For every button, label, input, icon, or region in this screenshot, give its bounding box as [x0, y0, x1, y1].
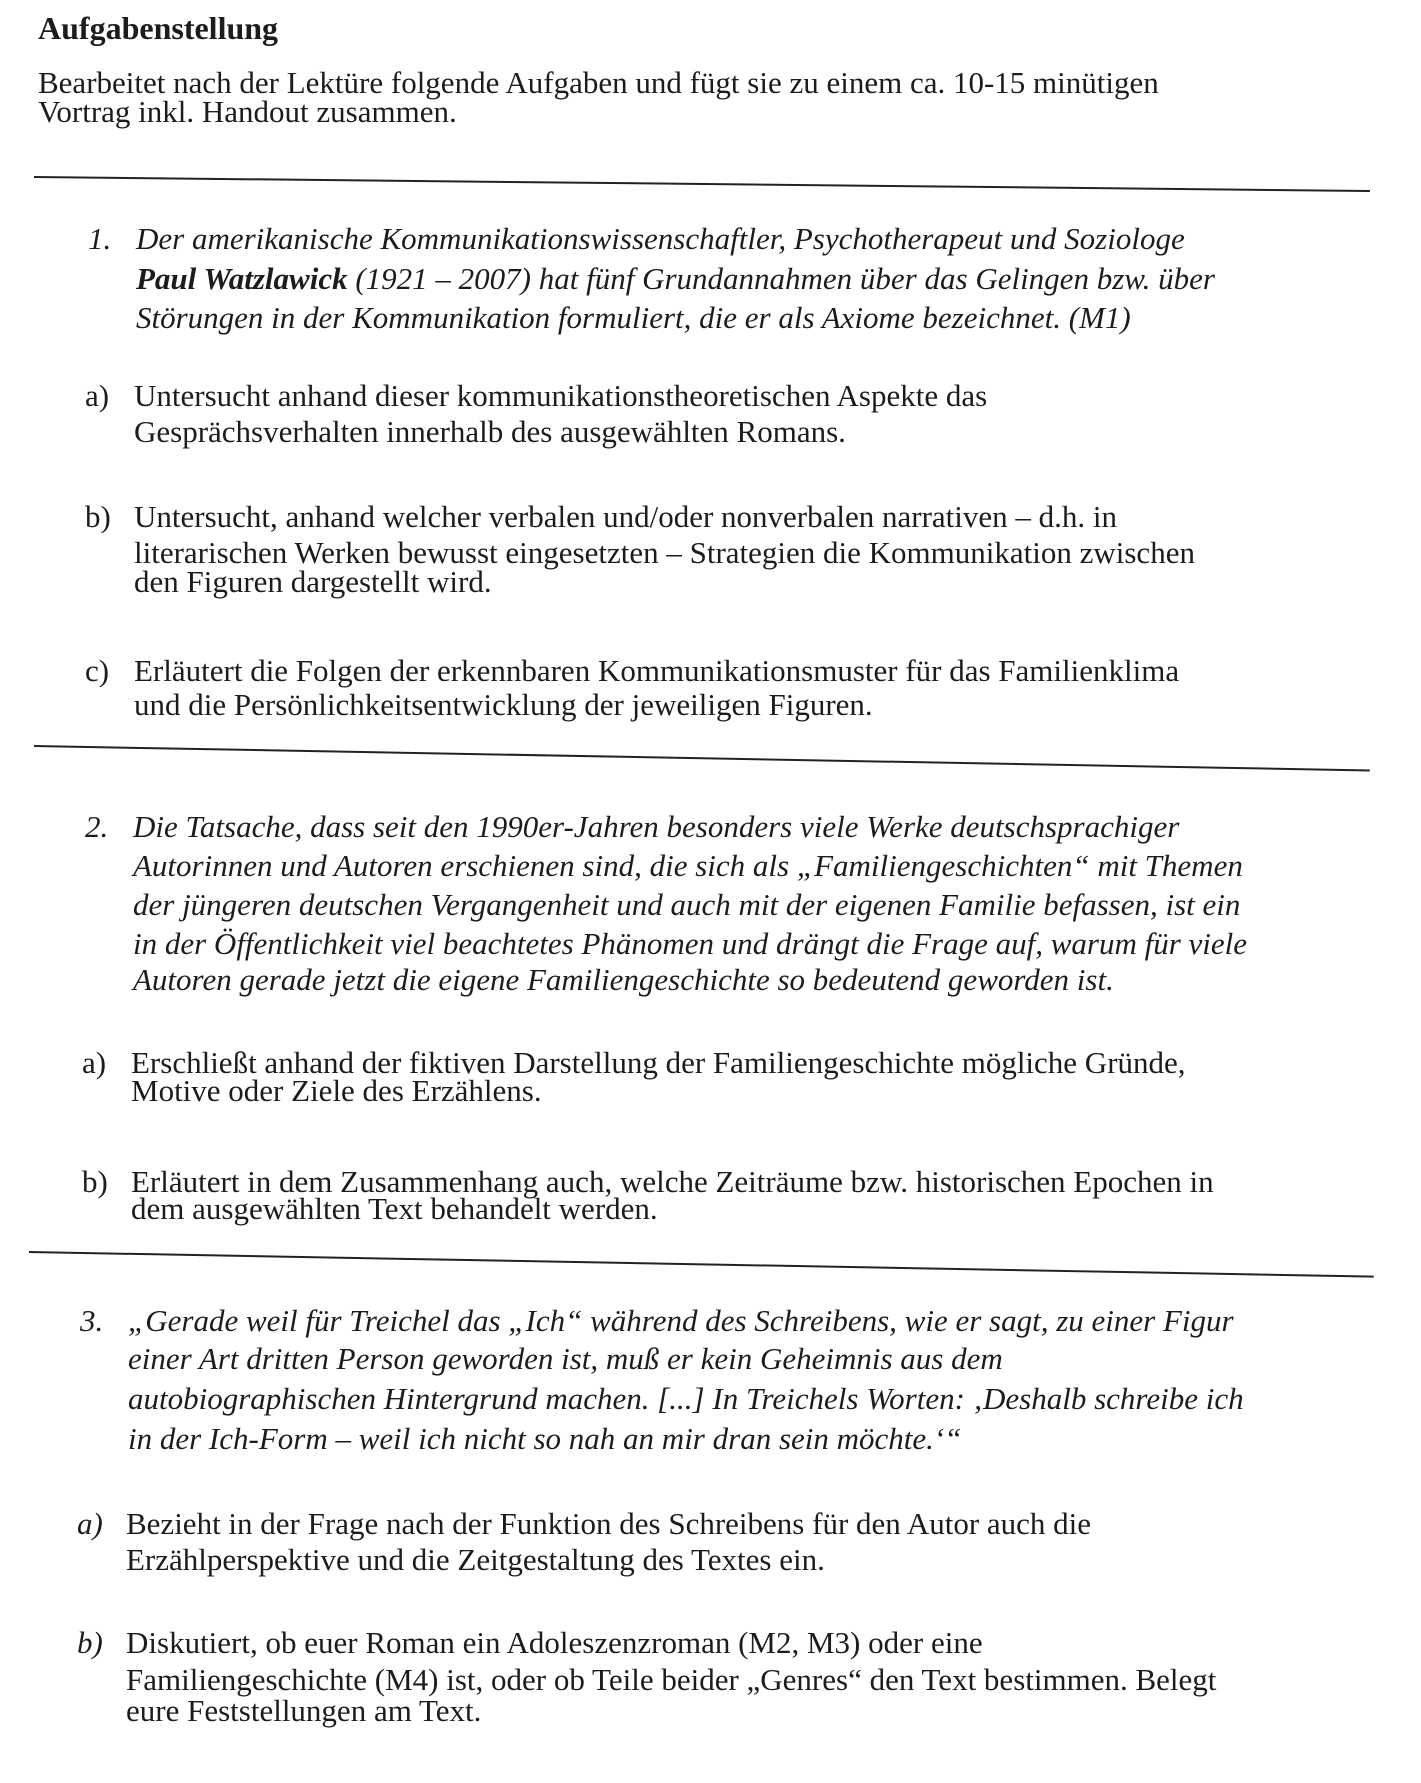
task-prompt-line: Der amerikanische Kommunikationswissenschaftler, Psychotherapeut und Soziologe	[136, 221, 1185, 256]
subtask-line: Erläutert die Folgen der erkennbaren Kommunikationsmuster für das Familienklima	[134, 653, 1180, 688]
subtask-label: b)	[82, 1164, 108, 1199]
task-prompt-line: Autorinnen und Autoren erschienen sind, die sich als „Familiengeschichten“ mit Themen	[133, 848, 1243, 883]
subtask-line: Familiengeschichte (M4) ist, oder ob Teile beider „Genres“ den Text bestimmen. Belegt	[126, 1662, 1217, 1697]
task-prompt-line: der jüngeren deutschen Vergangenheit und auch mit der eigenen Familie befassen, ist ein	[133, 887, 1241, 922]
task-prompt-line: einer Art dritten Person geworden ist, muß er kein Geheimnis aus dem	[128, 1341, 1003, 1376]
subtask-line: Erschließt anhand der fiktiven Darstellung der Familiengeschichte mögliche Gründe,	[131, 1045, 1186, 1080]
task-number: 1.	[88, 221, 112, 256]
task-number: 2.	[85, 809, 109, 844]
subtask-label: b)	[85, 499, 111, 534]
subtask-line: und die Persönlichkeitsentwicklung der jeweiligen Figuren.	[134, 687, 873, 722]
subtask-line: Bezieht in der Frage nach der Funktion des Schreibens für den Autor auch die	[126, 1506, 1092, 1541]
task-prompt-line: Die Tatsache, dass seit den 1990er-Jahren besonders viele Werke deutschsprachiger	[133, 809, 1180, 844]
task-prompt-line: in der Öffentlichkeit viel beachtetes Phänomen und drängt die Frage auf, warum für viele	[133, 926, 1248, 961]
subtask-line: Untersucht, anhand welcher verbalen und/oder nonverbalen narrativen – d.h. in	[134, 499, 1118, 534]
subtask-label: a)	[85, 378, 110, 413]
subtask-line: Erläutert in dem Zusammenhang auch, welche Zeiträume bzw. historischen Epochen in	[131, 1164, 1214, 1199]
subtask-label: c)	[85, 653, 110, 688]
page-title: Aufgabenstellung	[38, 10, 279, 46]
subtask-line: Erzählperspektive und die Zeitgestaltung des Textes ein.	[126, 1542, 825, 1577]
task-prompt-line: in der Ich-Form – weil ich nicht so nah an mir dran sein möchte.‘“	[128, 1421, 962, 1456]
task-prompt-line: Autoren gerade jetzt die eigene Familiengeschichte so bedeutend geworden ist.	[133, 962, 1114, 997]
task-prompt-line: „Gerade weil für Treichel das „Ich“ während des Schreibens, wie er sagt, zu einer Figur	[128, 1303, 1234, 1338]
subtask-label: a)	[77, 1506, 103, 1541]
subtask-label: a)	[82, 1045, 107, 1080]
task-prompt-line: Paul Watzlawick (1921 – 2007) hat fünf Grundannahmen über das Gelingen bzw. über	[136, 261, 1215, 296]
intro-line: Bearbeitet nach der Lektüre folgende Aufgaben und fügt sie zu einem ca. 10-15 minütigen	[38, 65, 1159, 100]
task-number: 3.	[80, 1303, 104, 1338]
subtask-line: Gesprächsverhalten innerhalb des ausgewählten Romans.	[134, 414, 846, 449]
task-prompt-line: Störungen in der Kommunikation formuliert, die er als Axiome bezeichnet. (M1)	[136, 300, 1131, 335]
subtask-line: literarischen Werken bewusst eingesetzten – Strategien die Kommunikation zwischen	[134, 535, 1195, 570]
subtask-line: eure Feststellungen am Text.	[126, 1693, 482, 1728]
subtask-line: den Figuren dargestellt wird.	[134, 564, 492, 599]
section-divider	[29, 1251, 1374, 1278]
task-prompt-line: autobiographischen Hintergrund machen. [...] In Treichels Worten: ‚Deshalb schreibe ich	[128, 1381, 1244, 1416]
subtask-line: Diskutiert, ob euer Roman ein Adoleszenzroman (M2, M3) oder eine	[126, 1625, 983, 1660]
emphasized-name: Paul Watzlawick	[136, 261, 348, 296]
subtask-line: dem ausgewählten Text behandelt werden.	[131, 1191, 658, 1226]
subtask-line: Untersucht anhand dieser kommunikationstheoretischen Aspekte das	[134, 378, 988, 413]
intro-line: Vortrag inkl. Handout zusammen.	[38, 94, 457, 129]
section-divider	[34, 176, 1370, 192]
subtask-label: b)	[77, 1625, 103, 1660]
subtask-line: Motive oder Ziele des Erzählens.	[131, 1073, 542, 1108]
section-divider	[34, 745, 1370, 771]
